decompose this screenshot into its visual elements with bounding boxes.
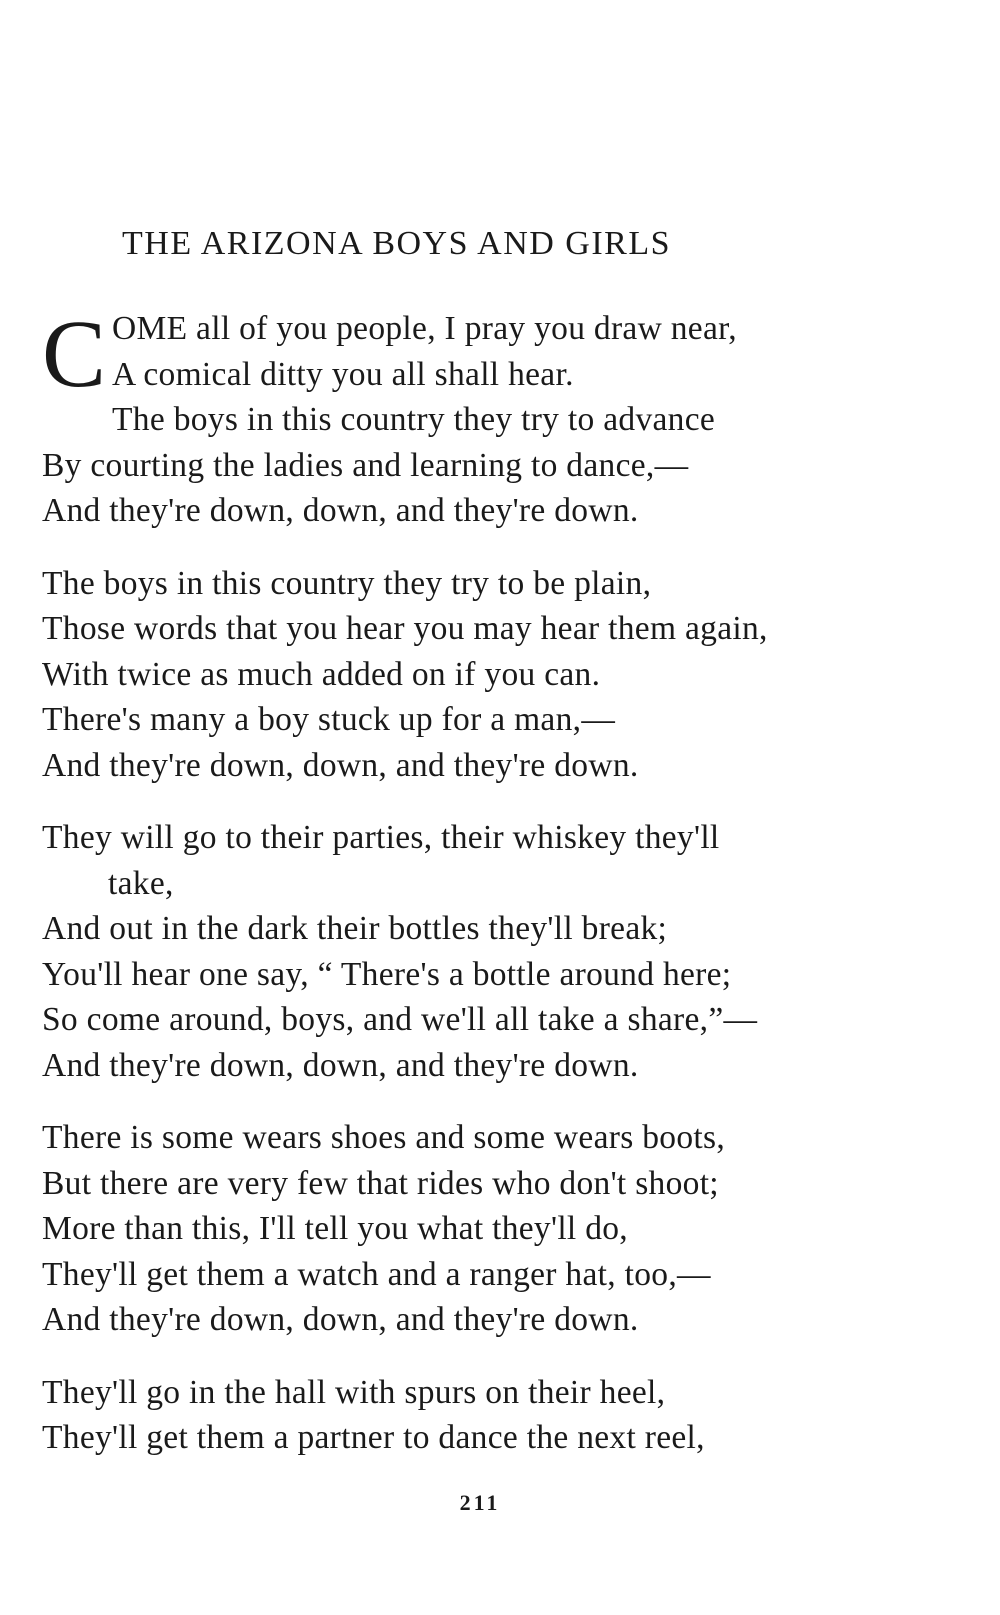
poem-line: And they're down, down, and they're down.	[42, 1046, 639, 1084]
poem-line: You'll hear one say, “ There's a bottle around here;	[42, 955, 732, 993]
stanza-2	[42, 561, 942, 789]
stanza-4	[42, 1115, 942, 1343]
poem-line: More than this, I'll tell you what they'll do,	[42, 1210, 628, 1247]
stanza-1	[42, 300, 942, 534]
poem-line: A comical ditty you all shall hear.	[112, 355, 574, 393]
poem-line: With twice as much added on if you can.	[42, 655, 601, 693]
poem-line: There's many a boy stuck up for a man,—	[42, 701, 616, 738]
poem-line: By courting the ladies and learning to dance,—	[42, 446, 689, 484]
poem-line: But there are very few that rides who don't shoot;	[42, 1164, 719, 1202]
poem-line: OME all of you people, I pray you draw near,	[112, 310, 737, 347]
poem-line: And they're down, down, and they're down.	[42, 746, 639, 784]
poem-line: And they're down, down, and they're down.	[42, 492, 639, 529]
poem-line: They'll get them a partner to dance the next reel,	[42, 1419, 705, 1456]
poem-title: THE ARIZONA BOYS AND GIRLS	[122, 225, 672, 262]
poem-line: The boys in this country they try to advance	[112, 401, 716, 438]
poem-line: They'll go in the hall with spurs on their heel,	[42, 1373, 666, 1411]
poem-line: And they're down, down, and they're down.	[42, 1301, 639, 1338]
poem-line-continuation: take,	[108, 864, 174, 902]
stanza-5	[42, 1370, 942, 1461]
stanza-3	[42, 815, 942, 1088]
poem-line: They will go to their parties, their whiskey they'll	[42, 819, 720, 856]
drop-cap: C	[42, 300, 107, 407]
page-number: 211	[459, 1490, 501, 1515]
stanza-1-opening	[42, 300, 942, 407]
poem-line: And out in the dark their bottles they'll break;	[42, 910, 668, 947]
poem-line: They'll get them a watch and a ranger hat, too,—	[42, 1255, 711, 1293]
poem-line: Those words that you hear you may hear them again,	[42, 610, 768, 647]
poem-body	[42, 300, 942, 1488]
poem-line: There is some wears shoes and some wears boots,	[42, 1119, 726, 1156]
poem-line: So come around, boys, and we'll all take a share,”—	[42, 1001, 758, 1038]
poem-line: The boys in this country they try to be plain,	[42, 564, 652, 602]
